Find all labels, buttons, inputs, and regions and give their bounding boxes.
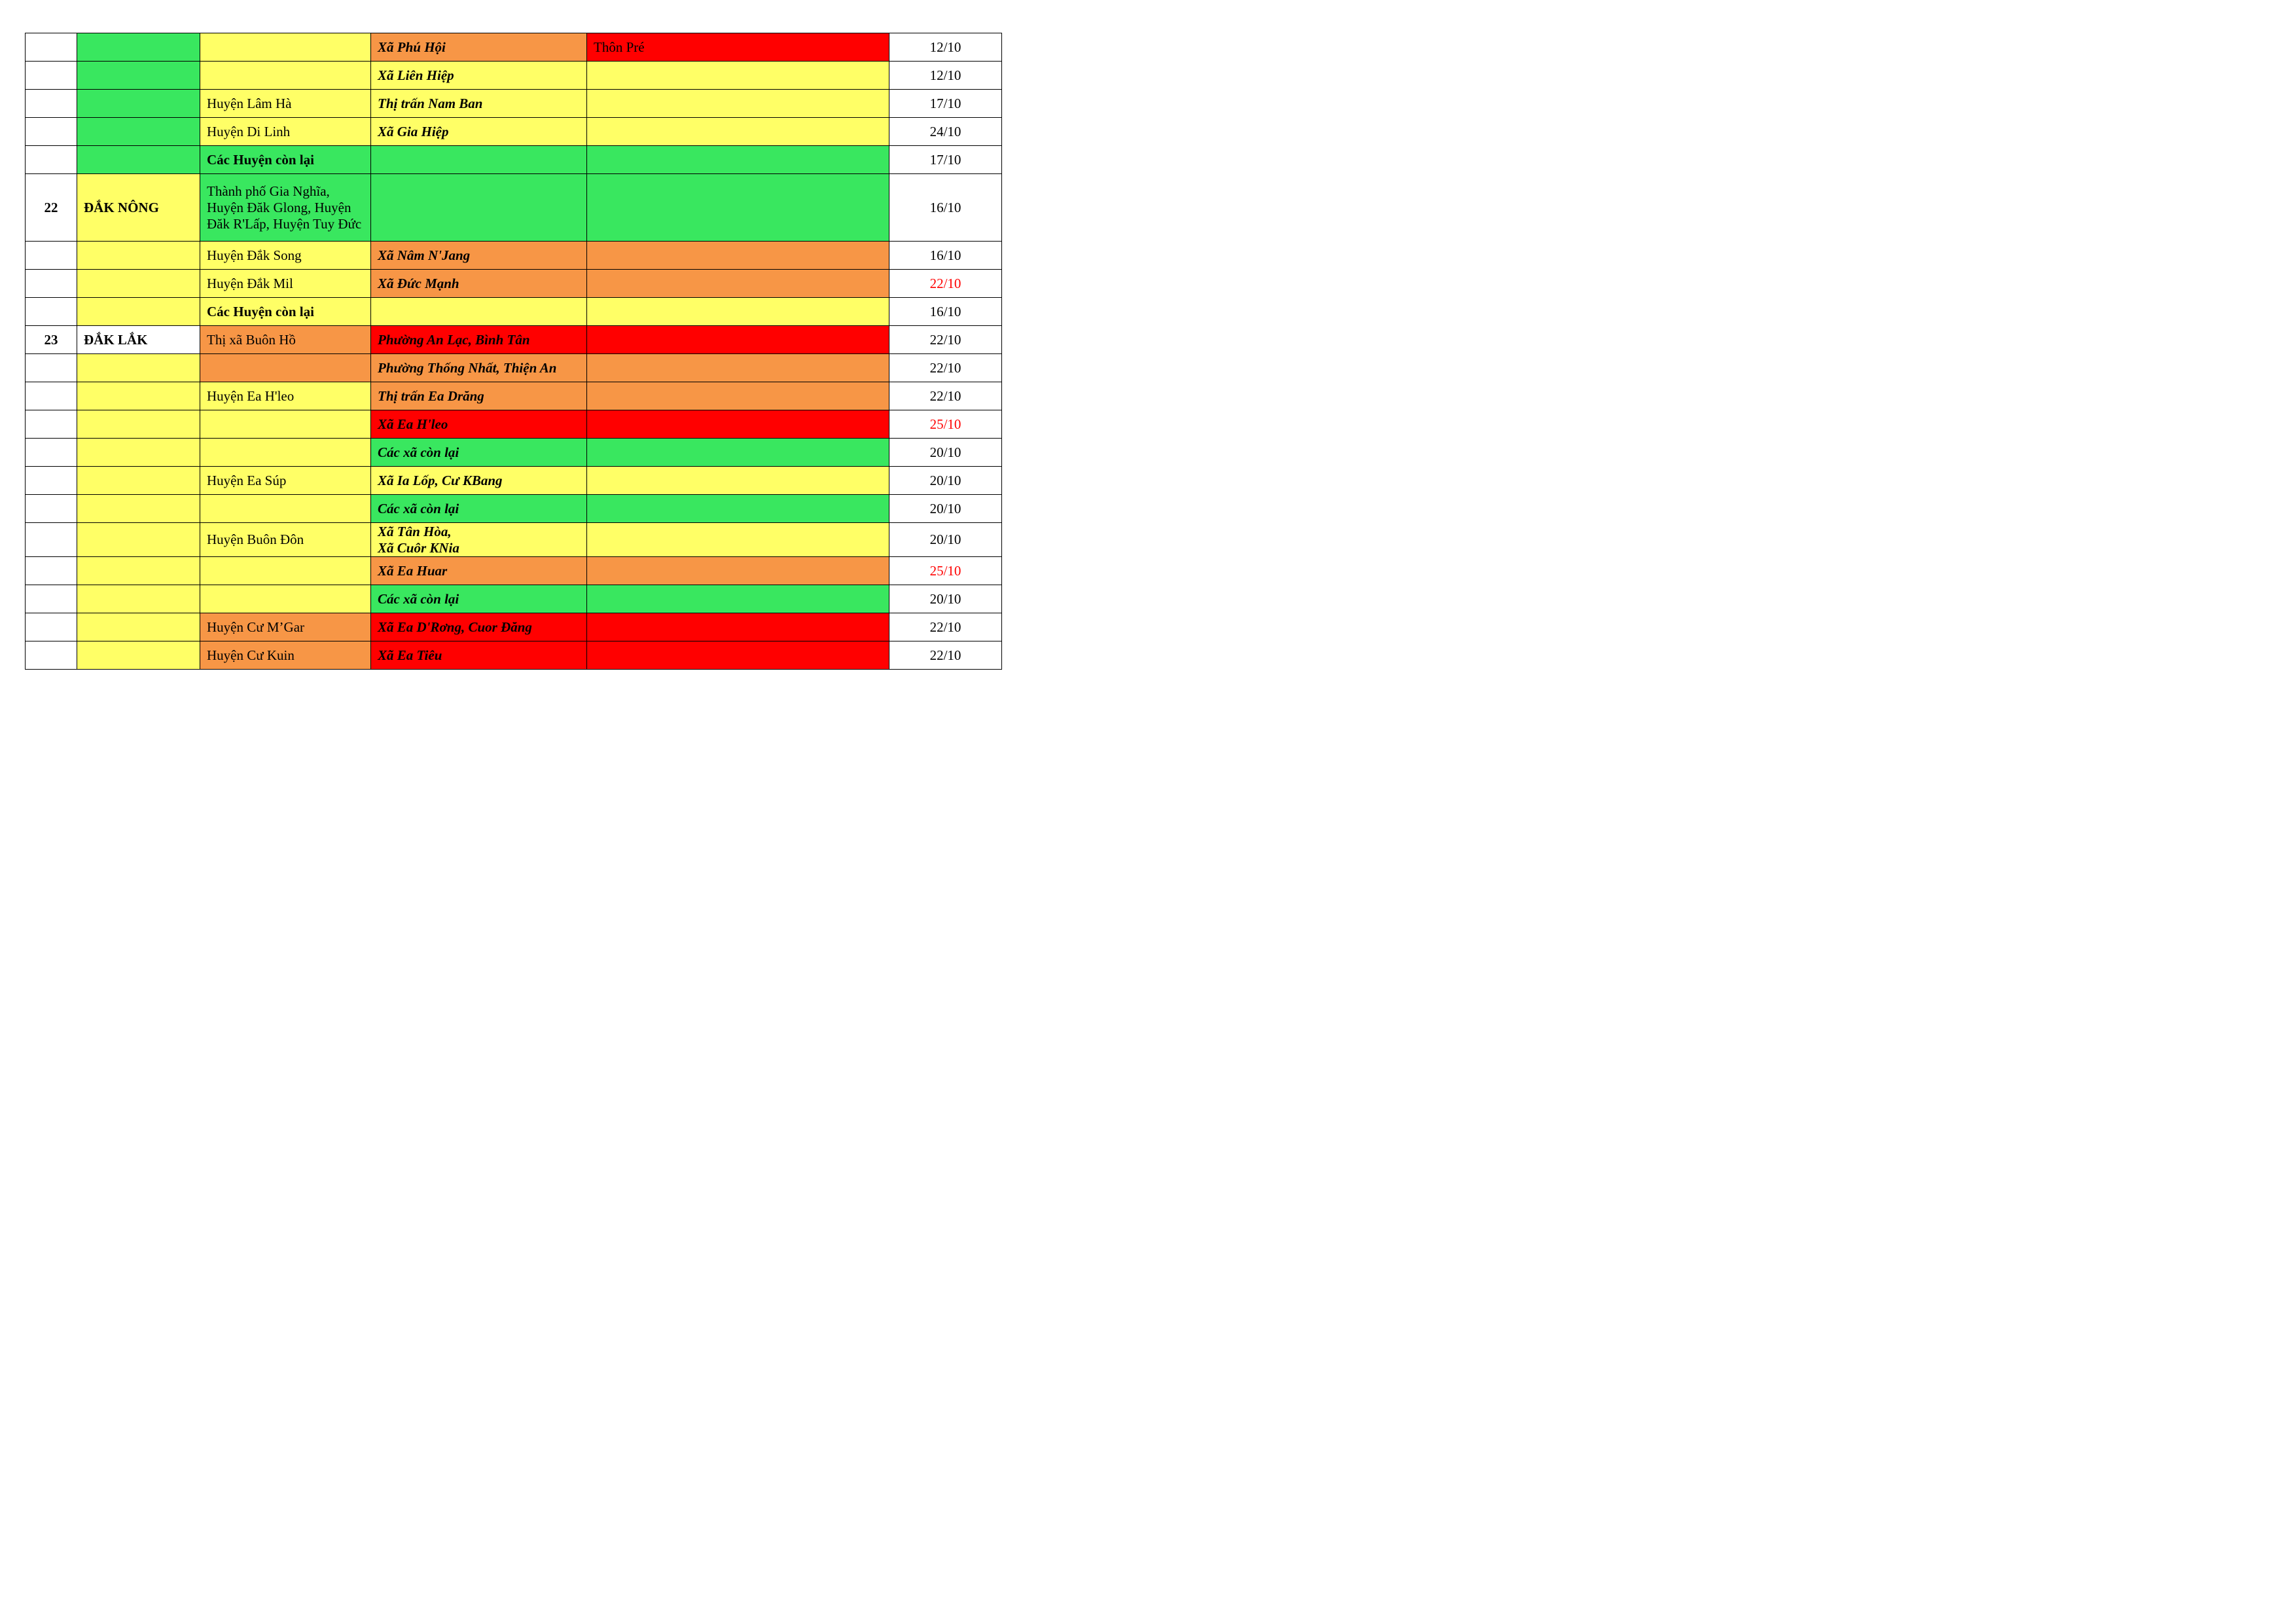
district-cell: Huyện Ea H'leo [200,382,371,410]
date-cell: 16/10 [889,298,1002,326]
commune-cell: Xã Liên Hiệp [371,62,587,90]
province-cell [77,354,200,382]
district-cell: Các Huyện còn lại [200,298,371,326]
row-number [26,557,77,585]
province-cell [77,118,200,146]
province-cell [77,495,200,523]
commune-cell: Xã Ea Huar [371,557,587,585]
date-cell: 16/10 [889,242,1002,270]
table-row [26,354,1002,382]
province-cell: ĐẮK LẮK [77,326,200,354]
commune-cell: Xã Ea D'Rơng, Cuor Đăng [371,613,587,641]
village-cell [587,467,889,495]
province-cell [77,641,200,670]
village-cell [587,326,889,354]
row-number [26,439,77,467]
row-number [26,146,77,174]
table-row [26,523,1002,557]
table-row [26,382,1002,410]
commune-cell: Thị trấn Nam Ban [371,90,587,118]
province-cell [77,439,200,467]
district-cell [200,33,371,62]
row-number [26,467,77,495]
village-cell [587,270,889,298]
commune-cell: Xã Ea Tiêu [371,641,587,670]
village-cell: Thôn Pré [587,33,889,62]
row-number [26,382,77,410]
table-row [26,495,1002,523]
province-cell [77,242,200,270]
table-row [26,62,1002,90]
district-cell: Huyện Ea Súp [200,467,371,495]
table-row [26,557,1002,585]
date-cell: 22/10 [889,382,1002,410]
village-cell [587,382,889,410]
row-number [26,410,77,439]
date-cell: 22/10 [889,354,1002,382]
table-row [26,326,1002,354]
date-cell: 22/10 [889,613,1002,641]
row-number [26,242,77,270]
village-cell [587,354,889,382]
commune-cell: Xã Tân Hòa, Xã Cuôr KNia [371,523,587,557]
date-cell: 25/10 [889,410,1002,439]
district-cell: Huyện Cư Kuin [200,641,371,670]
province-cell [77,410,200,439]
row-number [26,523,77,557]
date-cell: 12/10 [889,62,1002,90]
village-cell [587,90,889,118]
date-cell: 20/10 [889,495,1002,523]
row-number [26,354,77,382]
table-row [26,90,1002,118]
village-cell [587,585,889,613]
village-cell [587,523,889,557]
table-row [26,270,1002,298]
village-cell [587,146,889,174]
date-cell: 20/10 [889,439,1002,467]
table-row [26,118,1002,146]
village-cell [587,495,889,523]
row-number [26,62,77,90]
commune-cell [371,146,587,174]
table-row [26,146,1002,174]
village-cell [587,298,889,326]
table-row [26,174,1002,242]
district-cell: Huyện Buôn Đôn [200,523,371,557]
table-row [26,585,1002,613]
village-cell [587,613,889,641]
row-number [26,585,77,613]
row-number [26,641,77,670]
table-row [26,467,1002,495]
commune-cell: Xã Phú Hội [371,33,587,62]
date-cell: 16/10 [889,174,1002,242]
table-row [26,33,1002,62]
date-cell: 22/10 [889,641,1002,670]
row-number [26,495,77,523]
district-cell: Thị xã Buôn Hồ [200,326,371,354]
village-cell [587,641,889,670]
row-number [26,298,77,326]
district-cell: Huyện Đắk Song [200,242,371,270]
province-cell [77,146,200,174]
row-number [26,33,77,62]
commune-cell: Thị trấn Ea Drăng [371,382,587,410]
province-cell [77,467,200,495]
commune-cell: Xã Ia Lốp, Cư KBang [371,467,587,495]
date-cell: 22/10 [889,326,1002,354]
district-cell [200,439,371,467]
province-cell [77,557,200,585]
village-cell [587,174,889,242]
commune-cell: Phường Thống Nhất, Thiện An [371,354,587,382]
table-body [26,33,1002,670]
date-cell: 24/10 [889,118,1002,146]
village-cell [587,410,889,439]
table-row [26,439,1002,467]
district-cell [200,62,371,90]
date-cell: 20/10 [889,467,1002,495]
commune-cell: Các xã còn lại [371,585,587,613]
row-number: 23 [26,326,77,354]
commune-cell [371,298,587,326]
commune-cell: Xã Ea H'leo [371,410,587,439]
date-cell: 17/10 [889,90,1002,118]
district-cell: Huyện Lâm Hà [200,90,371,118]
date-cell: 17/10 [889,146,1002,174]
district-cell: Các Huyện còn lại [200,146,371,174]
province-cell [77,382,200,410]
village-cell [587,118,889,146]
commune-cell: Phường An Lạc, Bình Tân [371,326,587,354]
district-cell: Huyện Đắk Mil [200,270,371,298]
table-row [26,242,1002,270]
province-cell [77,585,200,613]
row-number [26,270,77,298]
table-row [26,410,1002,439]
village-cell [587,62,889,90]
table-row [26,613,1002,641]
district-cell [200,585,371,613]
province-cell [77,298,200,326]
date-cell: 25/10 [889,557,1002,585]
commune-cell [371,174,587,242]
row-number [26,90,77,118]
district-cell [200,557,371,585]
row-number: 22 [26,174,77,242]
province-cell [77,613,200,641]
date-cell: 20/10 [889,585,1002,613]
province-cell [77,33,200,62]
district-cell [200,410,371,439]
date-cell: 12/10 [889,33,1002,62]
commune-cell: Xã Nâm N'Jang [371,242,587,270]
table-row [26,298,1002,326]
commune-cell: Các xã còn lại [371,495,587,523]
table-row [26,641,1002,670]
district-cell: Huyện Di Linh [200,118,371,146]
province-cell [77,270,200,298]
province-cell [77,523,200,557]
row-number [26,118,77,146]
district-cell [200,354,371,382]
province-cell [77,90,200,118]
date-cell: 22/10 [889,270,1002,298]
village-cell [587,242,889,270]
district-cell: Thành phố Gia Nghĩa, Huyện Đăk Glong, Huyện Đăk R'Lấp, Huyện Tuy Đức [200,174,371,242]
village-cell [587,439,889,467]
row-number [26,613,77,641]
province-cell [77,62,200,90]
province-cell: ĐẮK NÔNG [77,174,200,242]
village-cell [587,557,889,585]
data-table [25,33,1002,670]
commune-cell: Các xã còn lại [371,439,587,467]
date-cell: 20/10 [889,523,1002,557]
commune-cell: Xã Gia Hiệp [371,118,587,146]
commune-cell: Xã Đức Mạnh [371,270,587,298]
district-cell [200,495,371,523]
district-cell: Huyện Cư M’Gar [200,613,371,641]
